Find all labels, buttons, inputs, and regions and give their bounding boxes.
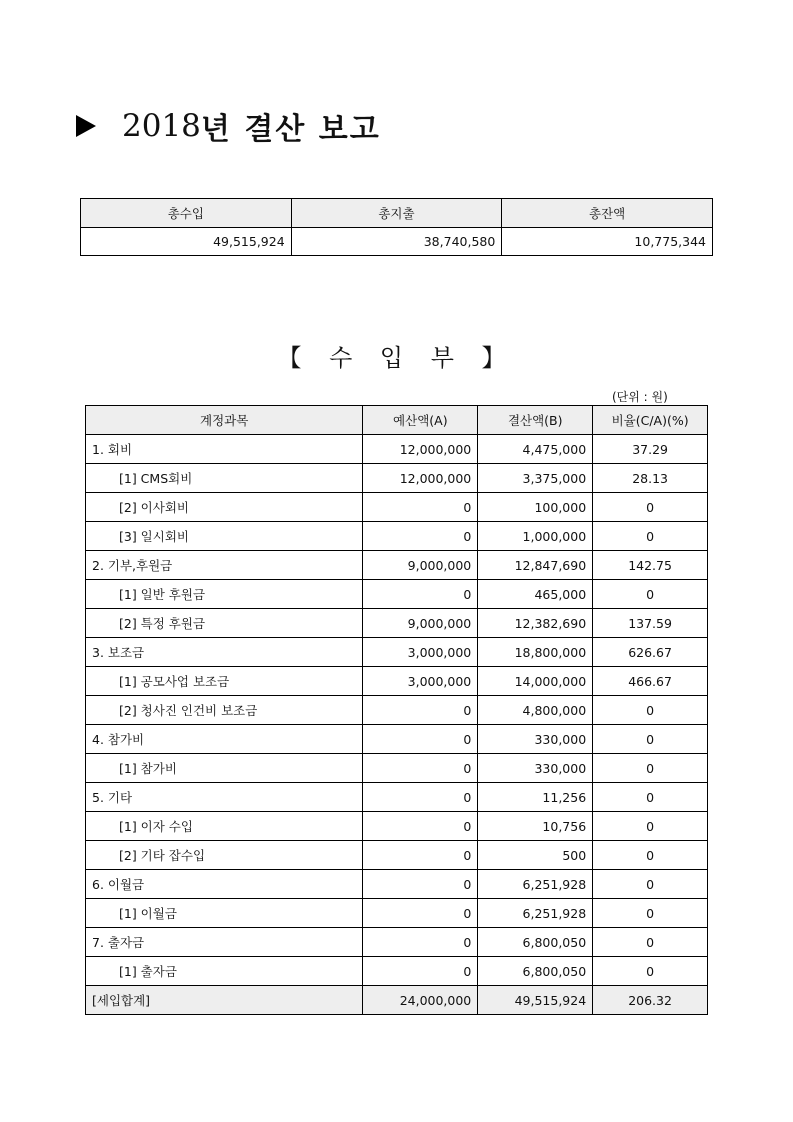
column-header: 예산액(A) <box>363 406 478 435</box>
budget-amount: 0 <box>363 580 478 609</box>
title-year: 2018 <box>122 108 201 144</box>
budget-amount: 0 <box>363 493 478 522</box>
column-header: 결산액(B) <box>478 406 593 435</box>
settled-amount: 330,000 <box>478 725 593 754</box>
account-name: 3. 보조금 <box>86 638 363 667</box>
column-header: 비율(C/A)(%) <box>593 406 708 435</box>
table-row <box>86 609 708 638</box>
account-name: [1] 참가비 <box>86 754 363 783</box>
budget-amount: 0 <box>363 928 478 957</box>
budget-amount: 3,000,000 <box>363 667 478 696</box>
table-row <box>86 696 708 725</box>
total-balance: 10,775,344 <box>502 228 713 256</box>
account-name: 4. 참가비 <box>86 725 363 754</box>
budget-amount: 0 <box>363 522 478 551</box>
income-table <box>85 405 708 1015</box>
ratio: 0 <box>593 522 708 551</box>
account-name: [1] 일반 후원금 <box>86 580 363 609</box>
table-row <box>86 957 708 986</box>
table-row <box>86 667 708 696</box>
summary-table <box>80 198 713 256</box>
table-row <box>86 870 708 899</box>
table-row <box>86 812 708 841</box>
section-title: 【 수 입 부 】 <box>277 344 516 372</box>
table-row <box>86 928 708 957</box>
settled-amount: 500 <box>478 841 593 870</box>
ratio: 0 <box>593 812 708 841</box>
ratio: 626.67 <box>593 638 708 667</box>
account-name: 2. 기부,후원금 <box>86 551 363 580</box>
account-name: [1] 이자 수입 <box>86 812 363 841</box>
settled-amount: 330,000 <box>478 754 593 783</box>
table-row <box>86 493 708 522</box>
account-name: [1] CMS회비 <box>86 464 363 493</box>
ratio: 0 <box>593 783 708 812</box>
ratio: 0 <box>593 754 708 783</box>
title-text: 년 결산 보고 <box>200 112 381 147</box>
account-name: [세입합계] <box>86 986 363 1015</box>
table-row <box>86 580 708 609</box>
account-name: [2] 이사회비 <box>86 493 363 522</box>
triangle-bullet-icon <box>76 115 96 137</box>
settled-amount: 14,000,000 <box>478 667 593 696</box>
account-name: [2] 청사진 인건비 보조금 <box>86 696 363 725</box>
ratio: 0 <box>593 493 708 522</box>
table-row <box>86 638 708 667</box>
budget-amount: 24,000,000 <box>363 986 478 1015</box>
account-name: 6. 이월금 <box>86 870 363 899</box>
summary-header: 총지출 <box>291 199 502 228</box>
table-row <box>86 754 708 783</box>
ratio: 0 <box>593 899 708 928</box>
settled-amount: 3,375,000 <box>478 464 593 493</box>
budget-amount: 9,000,000 <box>363 551 478 580</box>
total-income: 49,515,924 <box>81 228 292 256</box>
table-row <box>86 522 708 551</box>
account-name: 1. 회비 <box>86 435 363 464</box>
budget-amount: 0 <box>363 783 478 812</box>
ratio: 137.59 <box>593 609 708 638</box>
settled-amount: 10,756 <box>478 812 593 841</box>
summary-header: 총잔액 <box>502 199 713 228</box>
settled-amount: 6,251,928 <box>478 870 593 899</box>
account-name: 7. 출자금 <box>86 928 363 957</box>
settled-amount: 4,475,000 <box>478 435 593 464</box>
ratio: 0 <box>593 580 708 609</box>
budget-amount: 3,000,000 <box>363 638 478 667</box>
budget-amount: 0 <box>363 725 478 754</box>
unit-label: (단위 : 원) <box>612 390 668 404</box>
report-title <box>76 104 381 148</box>
account-name: [2] 기타 잡수입 <box>86 841 363 870</box>
ratio: 0 <box>593 841 708 870</box>
account-name: 5. 기타 <box>86 783 363 812</box>
ratio: 0 <box>593 696 708 725</box>
table-row <box>86 783 708 812</box>
budget-amount: 0 <box>363 812 478 841</box>
settled-amount: 18,800,000 <box>478 638 593 667</box>
budget-amount: 0 <box>363 870 478 899</box>
settled-amount: 465,000 <box>478 580 593 609</box>
settled-amount: 12,382,690 <box>478 609 593 638</box>
settled-amount: 1,000,000 <box>478 522 593 551</box>
table-row <box>86 899 708 928</box>
budget-amount: 0 <box>363 957 478 986</box>
table-row <box>86 841 708 870</box>
account-name: [1] 이월금 <box>86 899 363 928</box>
settled-amount: 100,000 <box>478 493 593 522</box>
budget-amount: 0 <box>363 754 478 783</box>
budget-amount: 12,000,000 <box>363 435 478 464</box>
table-row <box>86 464 708 493</box>
budget-amount: 0 <box>363 696 478 725</box>
settled-amount: 11,256 <box>478 783 593 812</box>
account-name: [1] 출자금 <box>86 957 363 986</box>
table-row <box>86 551 708 580</box>
ratio: 37.29 <box>593 435 708 464</box>
summary-header: 총수입 <box>81 199 292 228</box>
ratio: 0 <box>593 870 708 899</box>
budget-amount: 0 <box>363 841 478 870</box>
budget-amount: 0 <box>363 899 478 928</box>
budget-amount: 12,000,000 <box>363 464 478 493</box>
settled-amount: 4,800,000 <box>478 696 593 725</box>
settled-amount: 6,800,050 <box>478 957 593 986</box>
account-name: [2] 특정 후원금 <box>86 609 363 638</box>
ratio: 142.75 <box>593 551 708 580</box>
settled-amount: 49,515,924 <box>478 986 593 1015</box>
table-row <box>86 435 708 464</box>
table-row <box>86 725 708 754</box>
budget-amount: 9,000,000 <box>363 609 478 638</box>
total-expense: 38,740,580 <box>291 228 502 256</box>
ratio: 0 <box>593 957 708 986</box>
account-name: [1] 공모사업 보조금 <box>86 667 363 696</box>
total-row <box>86 986 708 1015</box>
ratio: 466.67 <box>593 667 708 696</box>
ratio: 28.13 <box>593 464 708 493</box>
ratio: 0 <box>593 928 708 957</box>
column-header: 계정과목 <box>86 406 363 435</box>
account-name: [3] 일시회비 <box>86 522 363 551</box>
ratio: 206.32 <box>593 986 708 1015</box>
ratio: 0 <box>593 725 708 754</box>
settled-amount: 12,847,690 <box>478 551 593 580</box>
settled-amount: 6,800,050 <box>478 928 593 957</box>
settled-amount: 6,251,928 <box>478 899 593 928</box>
